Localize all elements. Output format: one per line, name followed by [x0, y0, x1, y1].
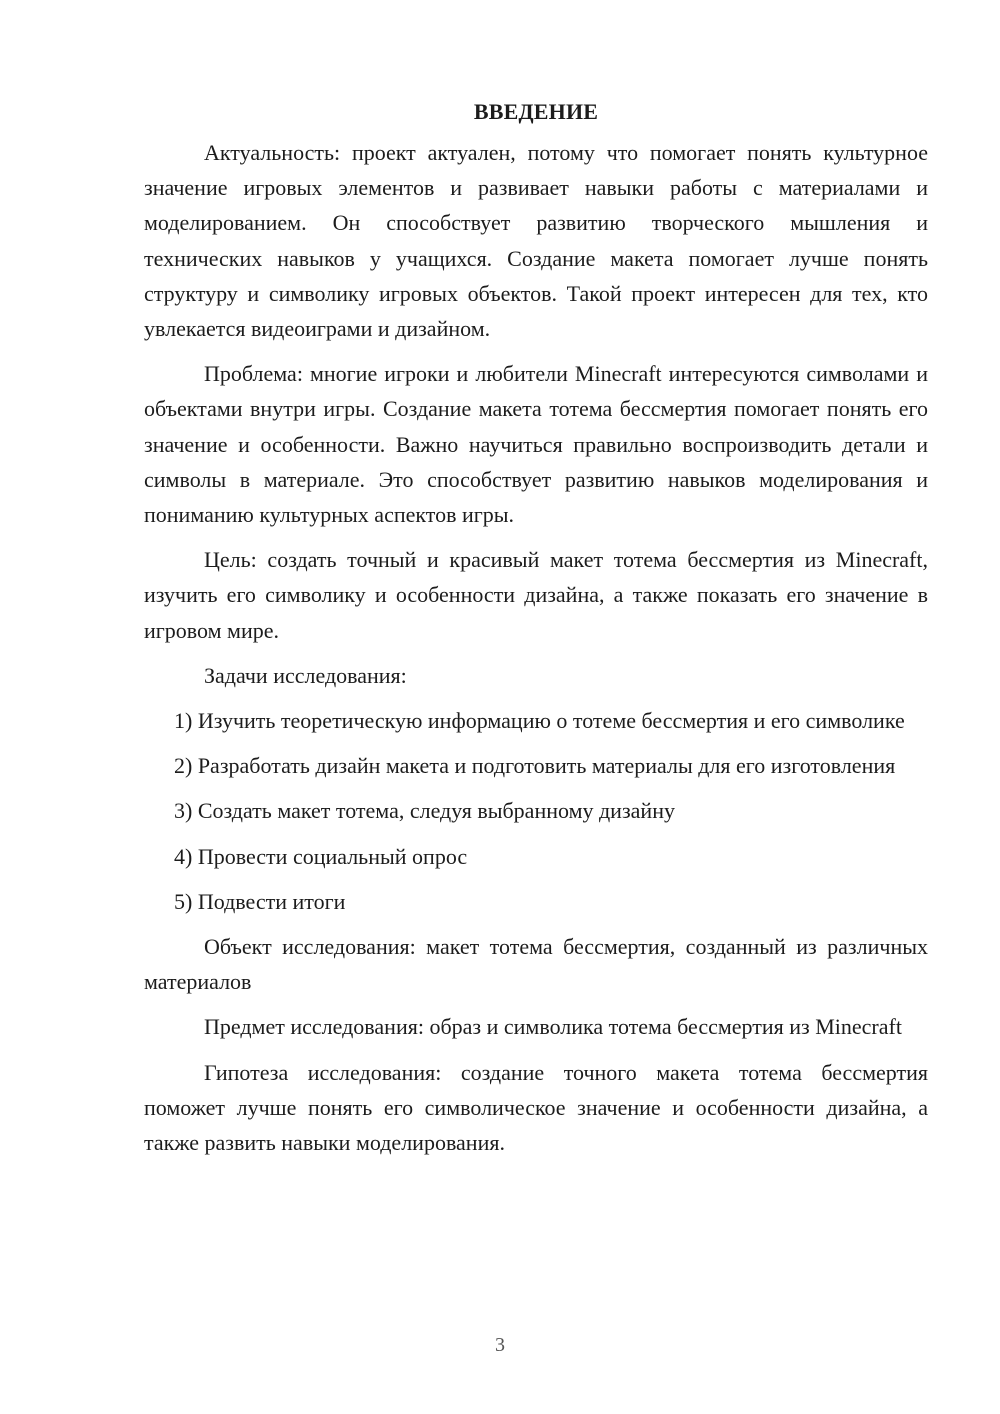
- hypothesis-paragraph: Гипотеза исследования: создание точного макета тотема бессмертия поможет лучше понять его символическое значение и особенности дизайна, а также развить навыки моделирования.: [144, 1059, 928, 1156]
- relevance-paragraph: Актуальность: проект актуален, потому что помогает понять культурное значение игровых элементов и развивает навыки работы с материалами и моделированием. Он способствует развитию творческого мышления и технических навыков у учащихся. Создание макета помогает лучше понять структуру и символику игровых объектов. Такой проект интересен для тех, кто увлекается видеоиграми и дизайном.: [144, 140, 928, 342]
- problem-paragraph: Проблема: многие игроки и любители Minecraft интересуются символами и объектами внутри игры. Создание макета тотема бессмертия помогает понять его значение и особенности. Важно научиться правильно воспроизводить детали и символы в материале. Это способствует развитию навыков моделирования и пониманию культурных аспектов игры.: [144, 361, 928, 528]
- subject-paragraph: Предмет исследования: образ и символика тотема бессмертия из Minecraft: [204, 1014, 902, 1040]
- task-item: 1) Изучить теоретическую информацию о тотеме бессмертия и его символике: [174, 708, 905, 734]
- tasks-heading: Задачи исследования:: [204, 662, 407, 688]
- goal-paragraph: Цель: создать точный и красивый макет тотема бессмертия из Minecraft, изучить его символику и особенности дизайна, а также показать его значение в игровом мире.: [144, 547, 928, 643]
- page-content: [144, 94, 928, 1170]
- task-item: 5) Подвести итоги: [174, 888, 346, 914]
- task-item: 4) Провести социальный опрос: [174, 843, 468, 869]
- object-paragraph: Объект исследования: макет тотема бессмертия, созданный из различных материалов: [144, 934, 928, 995]
- page-title: ВВЕДЕНИЕ: [473, 99, 599, 124]
- page-number: 3: [495, 1334, 505, 1356]
- task-item: 3) Создать макет тотема, следуя выбранному дизайну: [174, 798, 675, 824]
- task-item: 2) Разработать дизайн макета и подготовить материалы для его изготовления: [174, 753, 896, 779]
